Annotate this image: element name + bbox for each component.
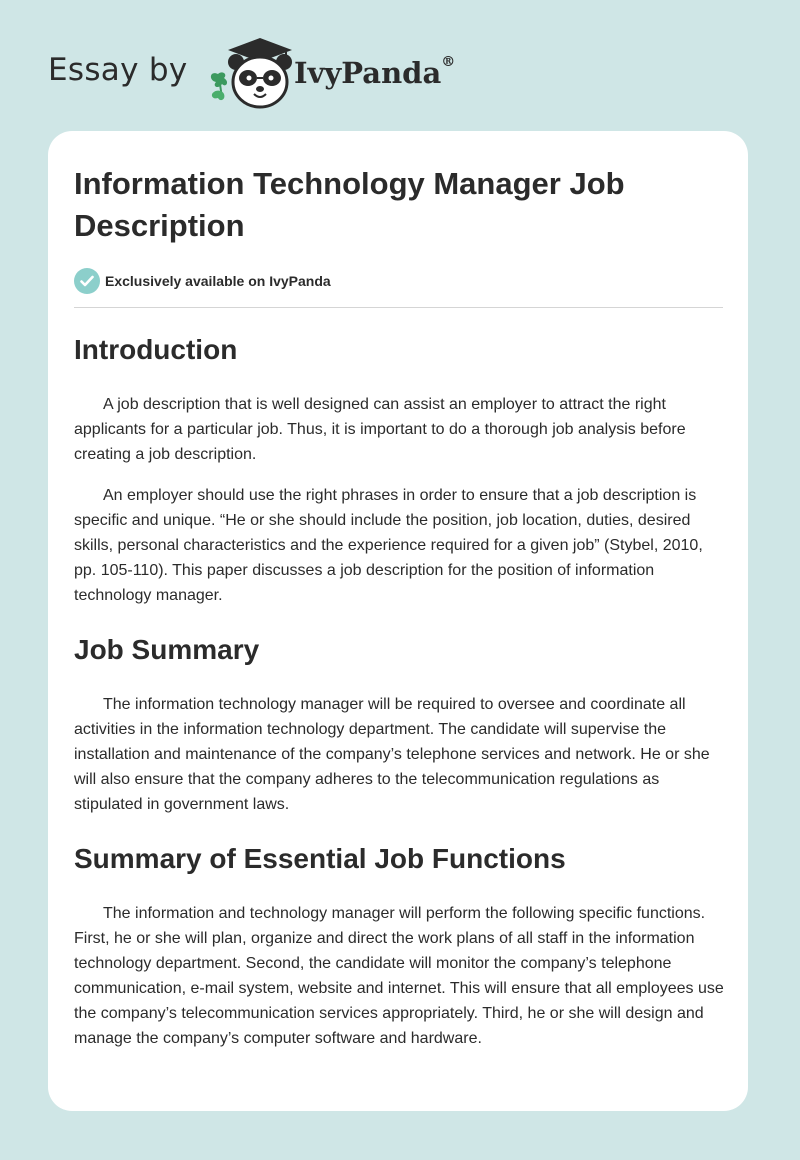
section-heading-introduction: Introduction — [74, 334, 238, 365]
article-card — [48, 131, 748, 1111]
essay-by-label: Essay by — [48, 52, 188, 88]
site-header — [48, 34, 548, 112]
section-heading-essential-functions: Summary of Essential Job Functions — [74, 843, 566, 874]
divider — [74, 307, 723, 308]
paragraph: The information and technology manager will perform the following specific functions. First, he or she will plan, organize and direct the work plans of all staff in the information technology department. Second, the candidate will monitor the company’s telephone communication, e-mail system, website and internet. This will ensure that all employees use the company’s telecommunication services appropriately. Third, he or she will design and manage the company’s computer software and hardware. — [74, 905, 724, 1047]
paragraph: A job description that is well designed can assist an employer to attract the right applicants for a particular job. Thus, it is important to do a thorough job analysis before creating a job description. — [74, 396, 686, 463]
paragraph: An employer should use the right phrases in order to ensure that a job description is specific and unique. “He or she should include the position, job location, duties, desired skills, personal characteristics and the experience required for a given job” (Stybel, 2010, pp. 105-110). This paper discusses a job description for the position of information technology manager. — [74, 487, 703, 604]
section-heading-job-summary: Job Summary — [74, 634, 260, 665]
registered-mark: ® — [441, 54, 456, 70]
exclusive-badge — [74, 267, 724, 295]
exclusive-badge-label: Exclusively available on IvyPanda — [105, 273, 331, 289]
article-content — [74, 163, 724, 1051]
check-icon — [74, 268, 100, 294]
ivy-leaf-icon — [211, 72, 227, 100]
brand-text: IvyPanda — [294, 56, 442, 90]
panda-logo-icon[interactable] — [202, 34, 298, 110]
paragraph: The information technology manager will be required to oversee and coordinate all activities in the information technology department. The candidate will supervise the installation and maintenance of the company’s telephone services and network. He or she will also ensure that the company adheres to the telecommunication regulations as stipulated in government laws. — [74, 696, 710, 813]
article-title: Information Technology Manager Job Description — [74, 166, 625, 243]
brand-name[interactable] — [294, 56, 455, 90]
